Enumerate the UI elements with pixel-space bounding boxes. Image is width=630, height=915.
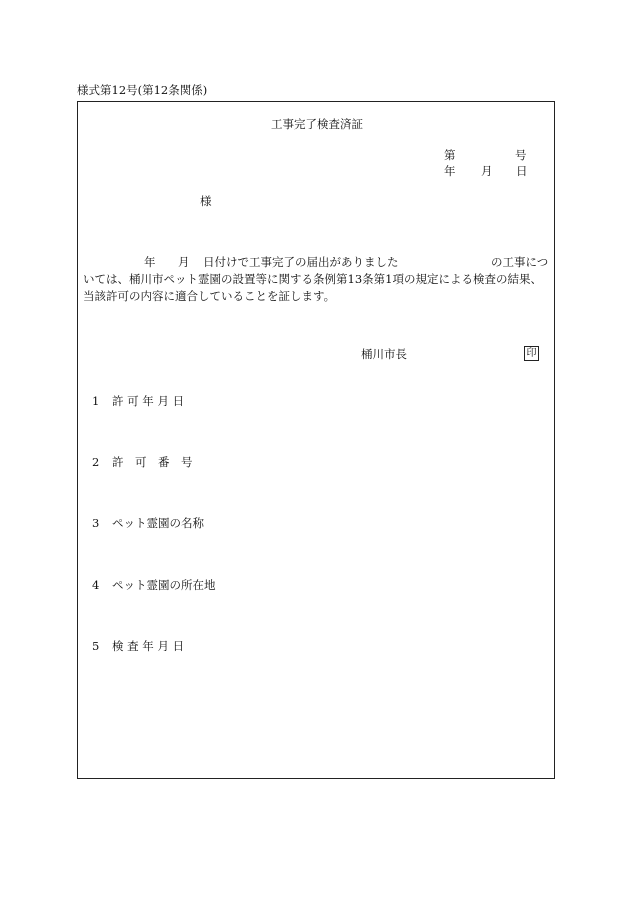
item-permit-date bbox=[92, 396, 184, 408]
body-report-month: 月 bbox=[178, 255, 190, 269]
issue-date-year: 年 bbox=[444, 164, 456, 178]
item-number: 2 bbox=[92, 455, 100, 469]
issue-date-day: 日 bbox=[516, 164, 528, 178]
body-text-line-2: いては、桶川市ペット霊園の設置等に関する条例第13条第1項の規定による検査の結果、 bbox=[83, 272, 542, 286]
recipient-honorific: 様 bbox=[200, 194, 212, 208]
item-number: 1 bbox=[92, 394, 100, 408]
item-label: 許 可 番 号 bbox=[112, 455, 193, 469]
item-number: 4 bbox=[92, 578, 100, 592]
item-number: 3 bbox=[92, 516, 100, 530]
item-number: 5 bbox=[92, 639, 100, 653]
document-title: 工事完了検査済証 bbox=[271, 117, 363, 131]
item-cemetery-name bbox=[92, 518, 204, 530]
item-label: 許 可 年 月 日 bbox=[112, 394, 185, 408]
body-report-year: 年 bbox=[144, 255, 156, 269]
item-label: 検 査 年 月 日 bbox=[112, 639, 185, 653]
body-text-line-3: 当該許可の内容に適合していることを証します。 bbox=[83, 289, 336, 303]
item-label: ペット霊園の名称 bbox=[112, 516, 204, 530]
issue-date-month: 月 bbox=[481, 164, 493, 178]
number-suffix: 号 bbox=[515, 148, 527, 162]
item-permit-number bbox=[92, 457, 193, 469]
item-inspection-date bbox=[92, 641, 184, 653]
body-text-segment-end: の工事につ bbox=[491, 255, 549, 269]
issuer-name: 桶川市長 bbox=[361, 347, 407, 361]
number-prefix: 第 bbox=[444, 148, 456, 162]
seal-mark: 印 bbox=[524, 346, 539, 361]
body-text-segment: 日付けで工事完了の届出がありました bbox=[203, 255, 399, 269]
certificate-frame bbox=[77, 101, 555, 779]
item-cemetery-location bbox=[92, 580, 216, 592]
form-number-label: 様式第12号(第12条関係) bbox=[77, 83, 208, 97]
item-label: ペット霊園の所在地 bbox=[112, 578, 216, 592]
